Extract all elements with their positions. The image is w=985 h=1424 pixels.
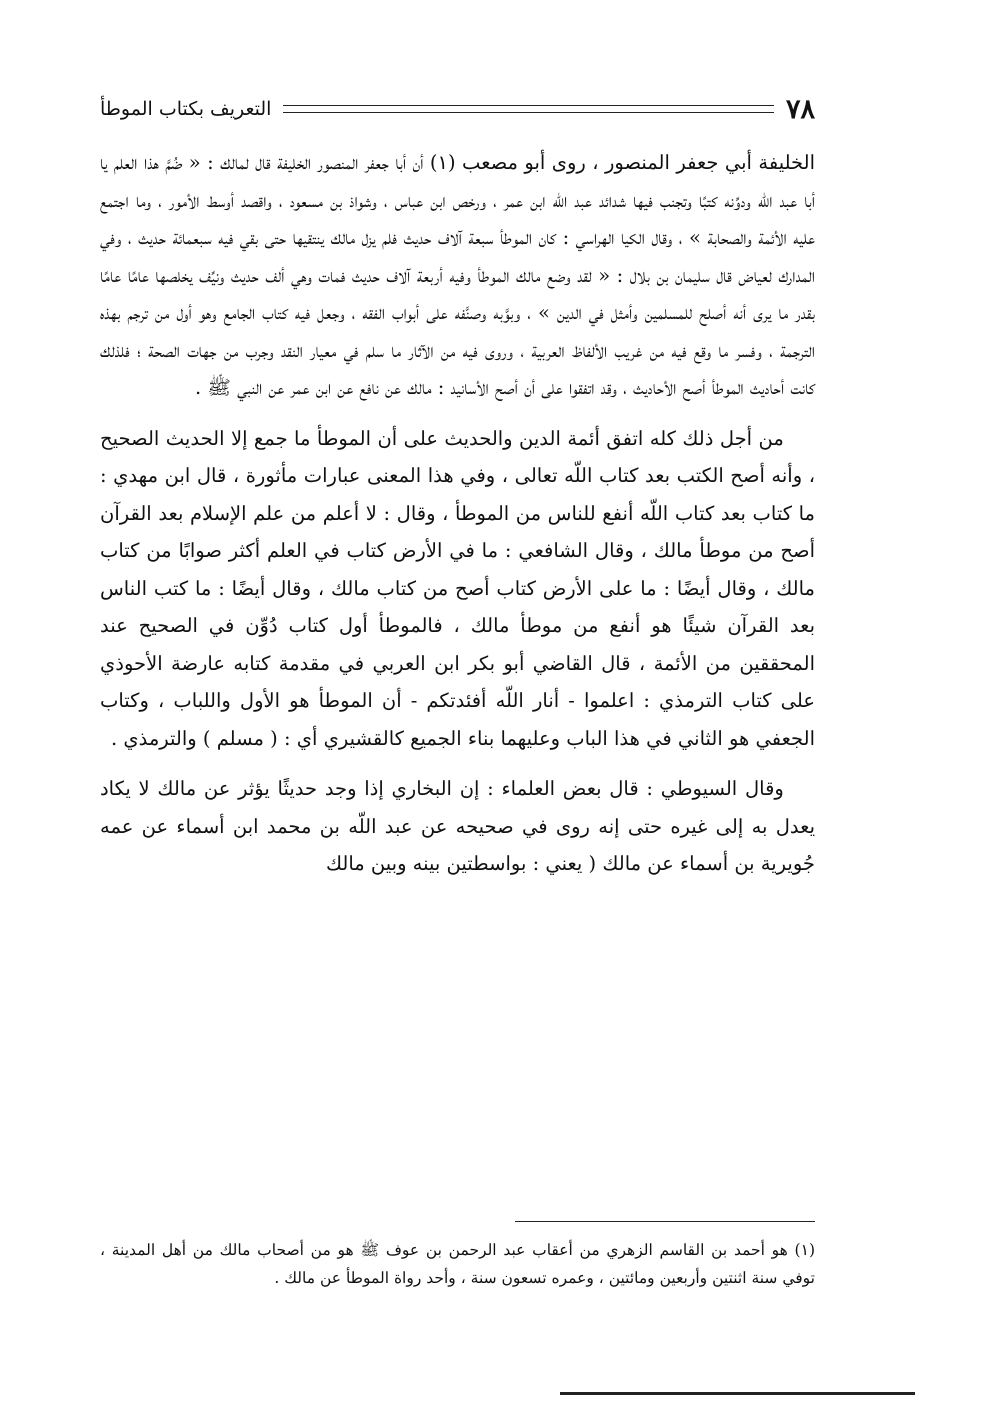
main-text: [100, 144, 815, 896]
running-title: التعريف بكتاب الموطأ: [100, 98, 272, 120]
footnote-divider: [515, 1221, 815, 1222]
paragraph-1: الخليفة أبي جعفر المنصور ، روى أبو مصعب (١) أن أبا جعفر المنصور الخليفة قال لمالك : « ضُمَّ هذا العلم يا أبا عبد اللّه ودوِّنه كتبًا وتجنب فيها شدائد عبد اللّه ابن عمر ، ورخص ابن عباس ، وشواذ بن مسعود ، واقصد أوسط الأمور ، وما اجتمع عليه الأئمة والصحابة » ، وقال الكيا الهراسي : كان الموطأ سبعة آلاف حديث فلم يزل مالك ينتقيها حتى بقي فيه سبعمائة حديث ، وفي المدارك لعياض قال سليمان بن بلال : « لقد وضع مالك الموطأ وفيه أربعة آلاف حديث فمات وهي ألف حديث ونيِّف يخلصها عامًا عامًا بقدر ما يرى أنه أصلح للمسلمين وأمثل في الدين » ، وبوَّبه وصنَّفه على أبواب الفقه ، وجعل فيه كتاب الجامع وهو أول من ترجم بهذه الترجمة ، وفسر ما وقع فيه من غريب الألفاظ العربية ، وروى فيه من الآثار ما سلم في معيار النقد وجرب من جهات الصحة ؛ فلذلك كانت أحاديث الموطأ أصح الأحاديث ، وقد اتفقوا على أن أصح الأسانيد : مالك عن نافع عن ابن عمر عن النبي ﷺ .: [100, 151, 816, 399]
footnote: (١) هو أحمد بن القاسم الزهري من أعقاب عبد الرحمن بن عوف ﷺ هو من أصحاب مالك من أهل المدينة ، توفي سنة اثنتين وأربعين ومائتين ، وعمره تسعون سنة ، وأحد رواة الموطأ عن مالك .: [100, 1241, 815, 1287]
page-header: [100, 92, 815, 126]
page-number: ٧٨: [785, 93, 815, 125]
paragraph-3: وقال السيوطي : قال بعض العلماء : إن البخاري إذا وجد حديثًا يؤثر عن مالك لا يكاد يعدل به إلى غيره حتى إنه روى في صحيحه عن عبد اللّه بن محمد ابن أسماء عن عمه جُويرية بن أسماء عن مالك ( يعني : بواسطتين بينه وبين مالك: [100, 777, 815, 875]
paragraph-2: من أجل ذلك كله اتفق أئمة الدين والحديث على أن الموطأ ما جمع إلا الحديث الصحيح ، وأنه أصح الكتب بعد كتاب اللّه تعالى ، وفي هذا المعنى عبارات مأثورة ، قال ابن مهدي : ما كتاب بعد كتاب اللّه أنفع للناس من الموطأ ، وقال : لا أعلم من علم الإسلام بعد القرآن أصح من موطأ مالك ، وقال الشافعي : ما في الأرض كتاب في العلم أكثر صوابًا من كتاب مالك ، وقال أيضًا : ما على الأرض كتاب أصح من كتاب مالك ، وقال أيضًا : ما كتب الناس بعد القرآن شيئًا هو أنفع من موطأ مالك ، فالموطأ أول كتاب دُوِّن في الصحيح عند المحققين من الأئمة ، قال القاضي أبو بكر ابن العربي في مقدمة كتابه عارضة الأحوذي على كتاب الترمذي : اعلموا - أنار اللّه أفئدتكم - أن الموطأ هو الأول واللباب ، وكتاب الجعفي هو الثاني في هذا الباب وعليهما بناء الجميع كالقشيري أي : ( مسلم ) والترمذي .: [100, 426, 815, 750]
bottom-rule: [560, 1392, 915, 1395]
header-double-rule: [283, 105, 774, 113]
